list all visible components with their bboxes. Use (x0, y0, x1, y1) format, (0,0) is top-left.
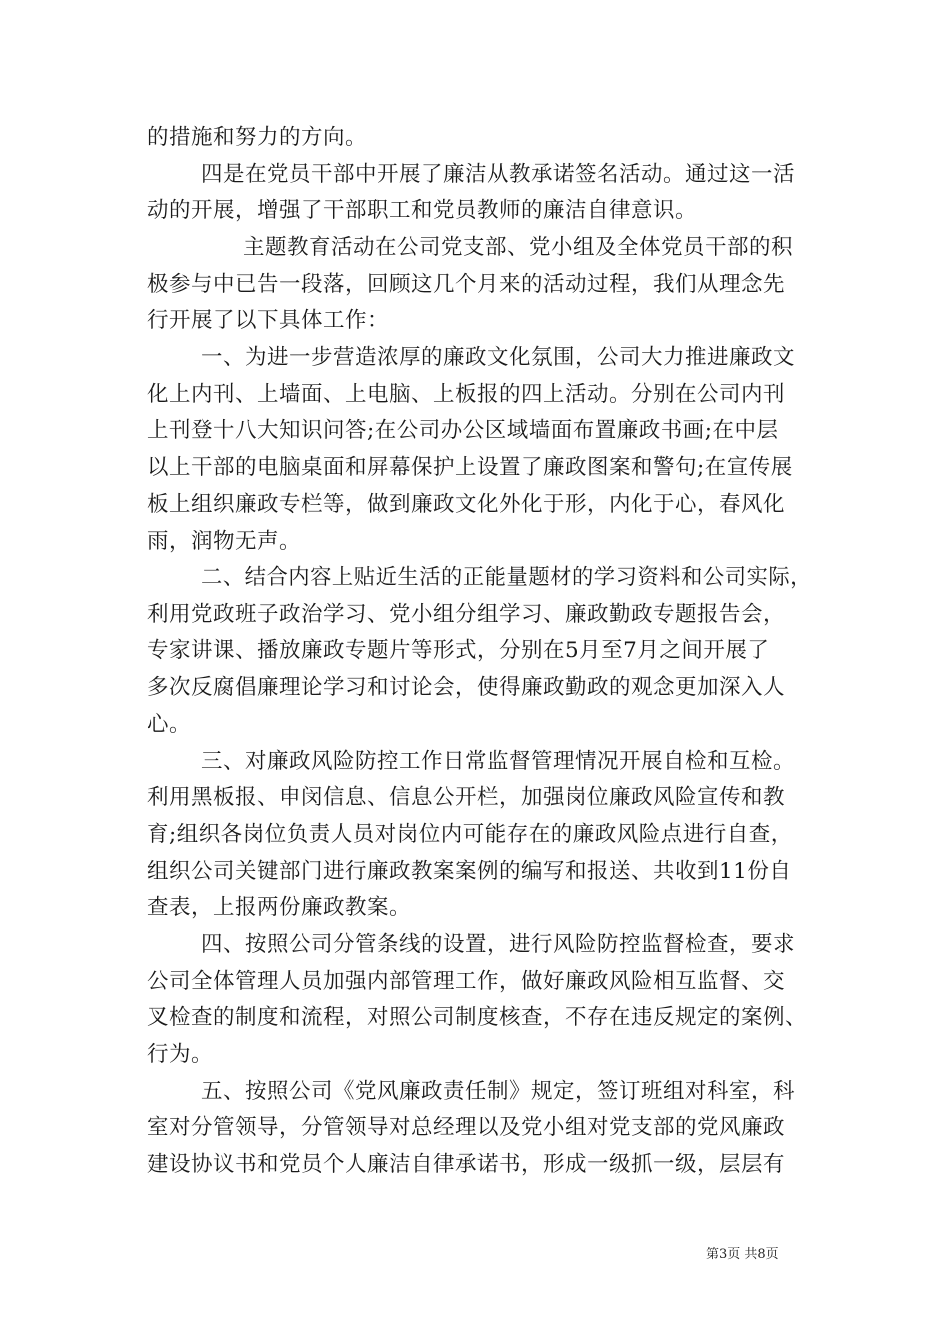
text-line: 行为。 (147, 1042, 214, 1067)
text-line: 育;组织各岗位负责人员对岗位内可能存在的廉政风险点进行自查， (147, 822, 793, 847)
text-line: 极参与中已告一段落，回顾这几个月来的活动过程，我们从理念先 (147, 272, 786, 297)
page-number: 第3页 共8页 (706, 1247, 779, 1262)
text-line: 动的开展，增强了干部职工和党员教师的廉洁自律意识。 (147, 198, 698, 223)
text-line: 主题教育活动在公司党支部、党小组及全体党员干部的积 (243, 235, 794, 260)
text-line: 叉检查的制度和流程，对照公司制度核查，不存在违反规定的案例、 (147, 1005, 808, 1030)
text-line: 以上干部的电脑桌面和屏幕保护上设置了廉政图案和警句;在宣传展 (147, 455, 793, 480)
text-line: 室对分管领导，分管领导对总经理以及党小组对党支部的党风廉政 (147, 1115, 786, 1140)
text-line: 心。 (147, 712, 192, 737)
text-line: 组织公司关键部门进行廉政教案案例的编写和报送、共收到11份自 (147, 859, 792, 884)
text-line: 四是在党员干部中开展了廉洁从教承诺签名活动。通过这一活 (201, 162, 796, 187)
text-line: 二、结合内容上贴近生活的正能量题材的学习资料和公司实际， (201, 565, 813, 590)
text-line: 查表，上报两份廉政教案。 (147, 895, 412, 920)
text-line: 五、按照公司《党风廉政责任制》规定，签订班组对科室，科 (201, 1079, 796, 1104)
text-line: 上刊登十八大知识问答;在公司办公区域墙面布置廉政书画;在中层 (147, 418, 779, 443)
text-line: 行开展了以下具体工作： (147, 308, 390, 333)
text-line: 建设协议书和党员个人廉洁自律承诺书，形成一级抓一级，层层有 (147, 1152, 786, 1177)
text-line: 利用党政班子政治学习、党小组分组学习、廉政勤政专题报告会， (147, 602, 786, 627)
text-line: 公司全体管理人员加强内部管理工作，做好廉政风险相互监督、交 (147, 969, 786, 994)
text-line: 化上内刊、上墙面、上电脑、上板报的四上活动。分别在公司内刊 (147, 382, 786, 407)
text-line: 多次反腐倡廉理论学习和讨论会，使得廉政勤政的观念更加深入人 (147, 675, 786, 700)
text-line: 雨，润物无声。 (147, 529, 302, 554)
text-line: 专家讲课、播放廉政专题片等形式，分别在5月至7月之间开展了 (147, 638, 770, 663)
text-line: 四、按照公司分管条线的设置，进行风险防控监督检查，要求 (201, 932, 796, 957)
text-line: 利用黑板报、申闵信息、信息公开栏，加强岗位廉政风险宣传和教 (147, 785, 786, 810)
text-line: 的措施和努力的方向。 (147, 125, 368, 150)
text-line: 板上组织廉政专栏等，做到廉政文化外化于形，内化于心，春风化 (147, 492, 786, 517)
text-line: 一、为进一步营造浓厚的廉政文化氛围，公司大力推进廉政文 (201, 345, 796, 370)
text-line: 三、对廉政风险防控工作日常监督管理情况开展自检和互检。 (201, 749, 796, 774)
